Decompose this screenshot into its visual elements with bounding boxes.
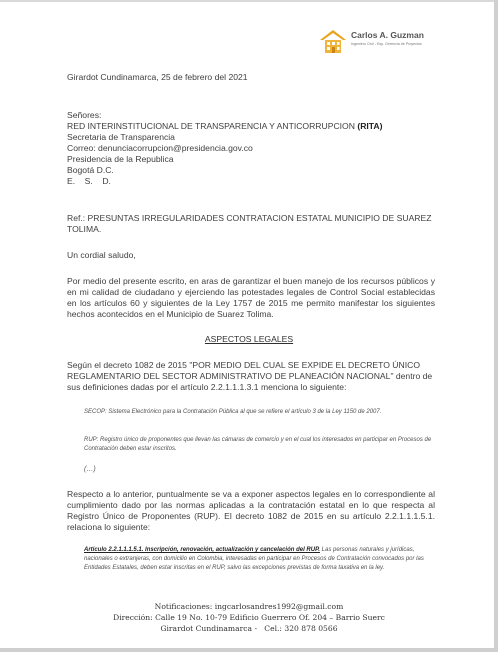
organization-acronym: (RITA) — [357, 121, 383, 131]
letterhead-name: Carlos A. Guzman — [351, 30, 424, 40]
article-title: Artículo 2.2.1.1.1.5.1. Inscripción, renovación, actualización y cancelación del RUP. — [84, 547, 320, 553]
article-quote — [84, 546, 434, 573]
quote-ellipsis: (…) — [84, 466, 96, 473]
rup-paragraph: Respecto a lo anterior, puntualmente se va a exponer aspectos legales en lo correspondiente al cumplimiento dado por las normas aplicadas a la contratación estatal en lo que respecta al Registro Único de Proponentes (RUP). El decreto 1082 de 2015 en su artículo 2.2.1.1.1.5.1. relaciona lo siguiente: — [67, 489, 435, 532]
article-body: Las personas naturales y jurídicas, nacionales o extranjeras, con domicilio en Colombia, interesadas en participar en Procesos de Contratación convocados por las Entidades Estatales, deben estar inscritas en el RUP, salvo las excepciones previstas de forma taxativa en la ley. — [84, 547, 424, 571]
quote-secop: SECOP: Sistema Electrónico para la Contratación Pública al que se refiere el artículo 3 de la Ley 1150 de 2007. — [84, 409, 382, 415]
section-heading — [0, 334, 498, 344]
footer-notifications: Notificaciones: ingcarlosandres1992@gmail.com — [154, 602, 344, 611]
addressee-secretariat: Secretaria de Transparencia — [67, 132, 175, 142]
addressee-city: Bogotá D.C. — [67, 165, 114, 175]
page-edge-bottom — [0, 648, 498, 652]
addressee-organization — [67, 121, 382, 132]
letterhead-subtitle: Ingeniero Civil - Esp. Gerencia de Proyectos — [351, 42, 422, 46]
footer-city-phone: Girardot Cundinamarca - Cel.: 320 878 0566 — [160, 624, 338, 633]
addressee-presidency: Presidencia de la Republica — [67, 154, 174, 164]
page-edge-top — [0, 0, 498, 2]
addressee-salutation: Señores: — [67, 110, 102, 120]
addressee-email: Correo: denunciacorrupcion@presidencia.gov.co — [67, 143, 253, 153]
footer-address: Dirección: Calle 19 No. 10-79 Edificio Guerrero Of. 204 – Barrio Suerc — [113, 613, 385, 622]
house-icon — [318, 28, 348, 54]
decree-paragraph: Según el decreto 1082 de 2015 "POR MEDIO DEL CUAL SE EXPIDE EL DECRETO ÚNICO REGLAMENTARIO DEL SECTOR ADMINISTRATIVO DE PLANEACIÓN NACIONAL" dentro de sus definiciones dadas por el artículo 2.2.1.1.1.3.1 menciona lo siguiente: — [67, 360, 433, 392]
quote-rup: RUP: Registro único de proponentes que llevan las cámaras de comercio y en el cual los interesados en participar en Procesos de Contratación deben estar inscritos. — [84, 437, 432, 452]
reference-line-1: Ref.: PRESUNTAS IRREGULARIDADES CONTRATACION ESTATAL MUNICIPIO DE SUAREZ — [67, 213, 432, 223]
greeting: Un cordial saludo, — [67, 250, 136, 260]
reference-line-2: TOLIMA. — [67, 224, 102, 234]
addressee-esd: E. S. D. — [67, 176, 111, 186]
letterhead-logo — [318, 26, 438, 56]
section-heading-text: ASPECTOS LEGALES — [204, 334, 294, 344]
page-edge-right — [494, 0, 498, 652]
date-line: Girardot Cundinamarca, 25 de febrero del 2021 — [67, 72, 248, 82]
organization-name: RED INTERINSTITUCIONAL DE TRANSPARENCIA Y ANTICORRUPCION — [67, 121, 355, 131]
intro-paragraph: Por medio del presente escrito, en aras de garantizar el buen manejo de los recursos públicos y en mi calidad de ciudadano y ejerciendo las potestades legales de Control Social establecidas en los artículos 60 y siguientes de la Ley 1757 de 2015 me permito manifestar los siguientes hechos acontecidos en el Municipio de Suarez Tolima. — [67, 276, 435, 319]
